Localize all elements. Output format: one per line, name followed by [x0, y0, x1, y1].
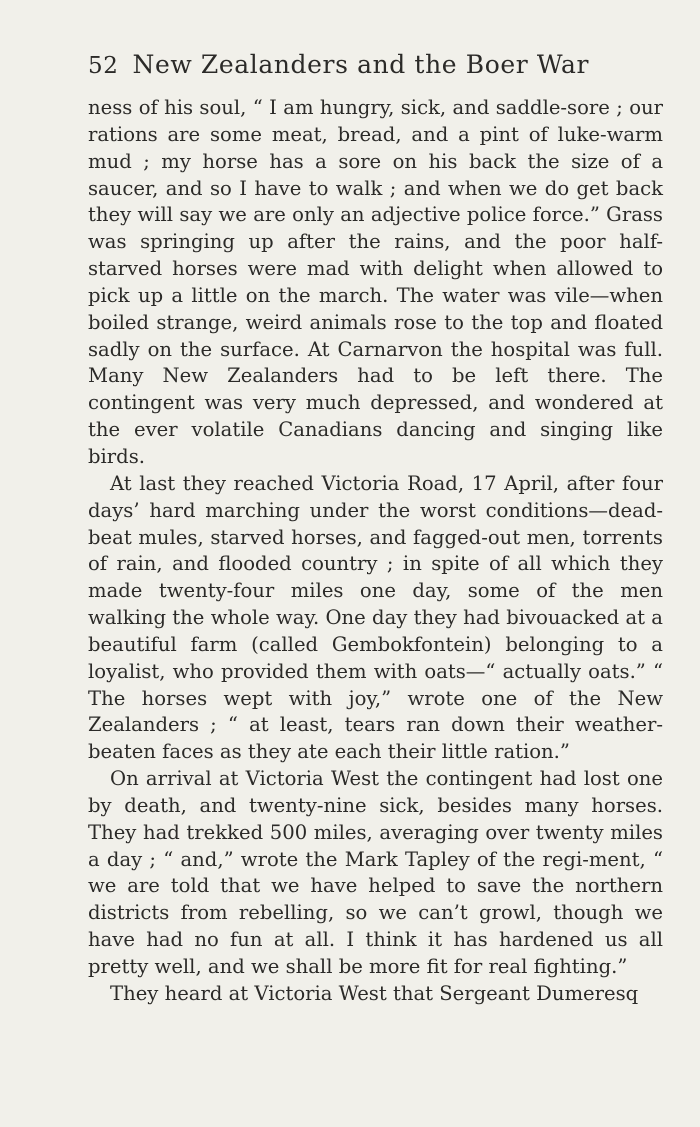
page-number: 52 — [88, 53, 119, 79]
paragraph-victoria-west-arrival: On arrival at Victoria West the contingent had lost one by death, and twenty-nine sick, besides many horses. They had trekked 500 miles, averaging over twenty miles a day ; “ and,” wrote the Mark Tapley of the regi-ment, “ we are told that we have helped to save the northern districts from rebelling, so we can’t growl, though we have had no fun at all. I think it has hardened us all pretty well, and we shall be more fit for real fighting.” — [88, 767, 663, 978]
running-title: New Zealanders and the Boer War — [132, 50, 590, 79]
running-header — [88, 50, 622, 86]
paragraph-continued: ness of his soul, “ I am hungry, sick, and saddle-sore ; our rations are some meat, bread, and a pint of luke-warm mud ; my horse has a sore on his back the size of a saucer, and so I have to walk ; and when we do get back they will say we are only an adjective police force.” Grass was springing up after the rains, and the poor half-starved horses were mad with delight when allowed to pick up a little on the march. The water was vile—when boiled strange, weird animals rose to the top and floated sadly on the surface. At Carnarvon the hospital was full. Many New Zealanders had to be left there. The contingent was very much depressed, and wondered at the ever volatile Canadians dancing and singing like birds. — [88, 96, 663, 468]
body-text — [88, 95, 663, 1008]
paragraph-sergeant-dumeresq: They heard at Victoria West that Sergeant Dumeresq — [110, 981, 639, 1005]
paragraph-victoria-road: At last they reached Victoria Road, 17 April, after four days’ hard marching under the worst conditions—dead-beat mules, starved horses, and fagged-out men, torrents of rain, and flooded country ; in spite of all which they made twenty-four miles one day, some of the men walking the whole way. One day they had bivouacked at a beautiful farm (called Gembokfontein) belonging to a loyalist, who provided them with oats—“ actually oats.” “ The horses wept with joy,” wrote one of the New Zealanders ; “ at least, tears ran down their weather-beaten faces as they ate each their little ration.” — [88, 471, 663, 764]
